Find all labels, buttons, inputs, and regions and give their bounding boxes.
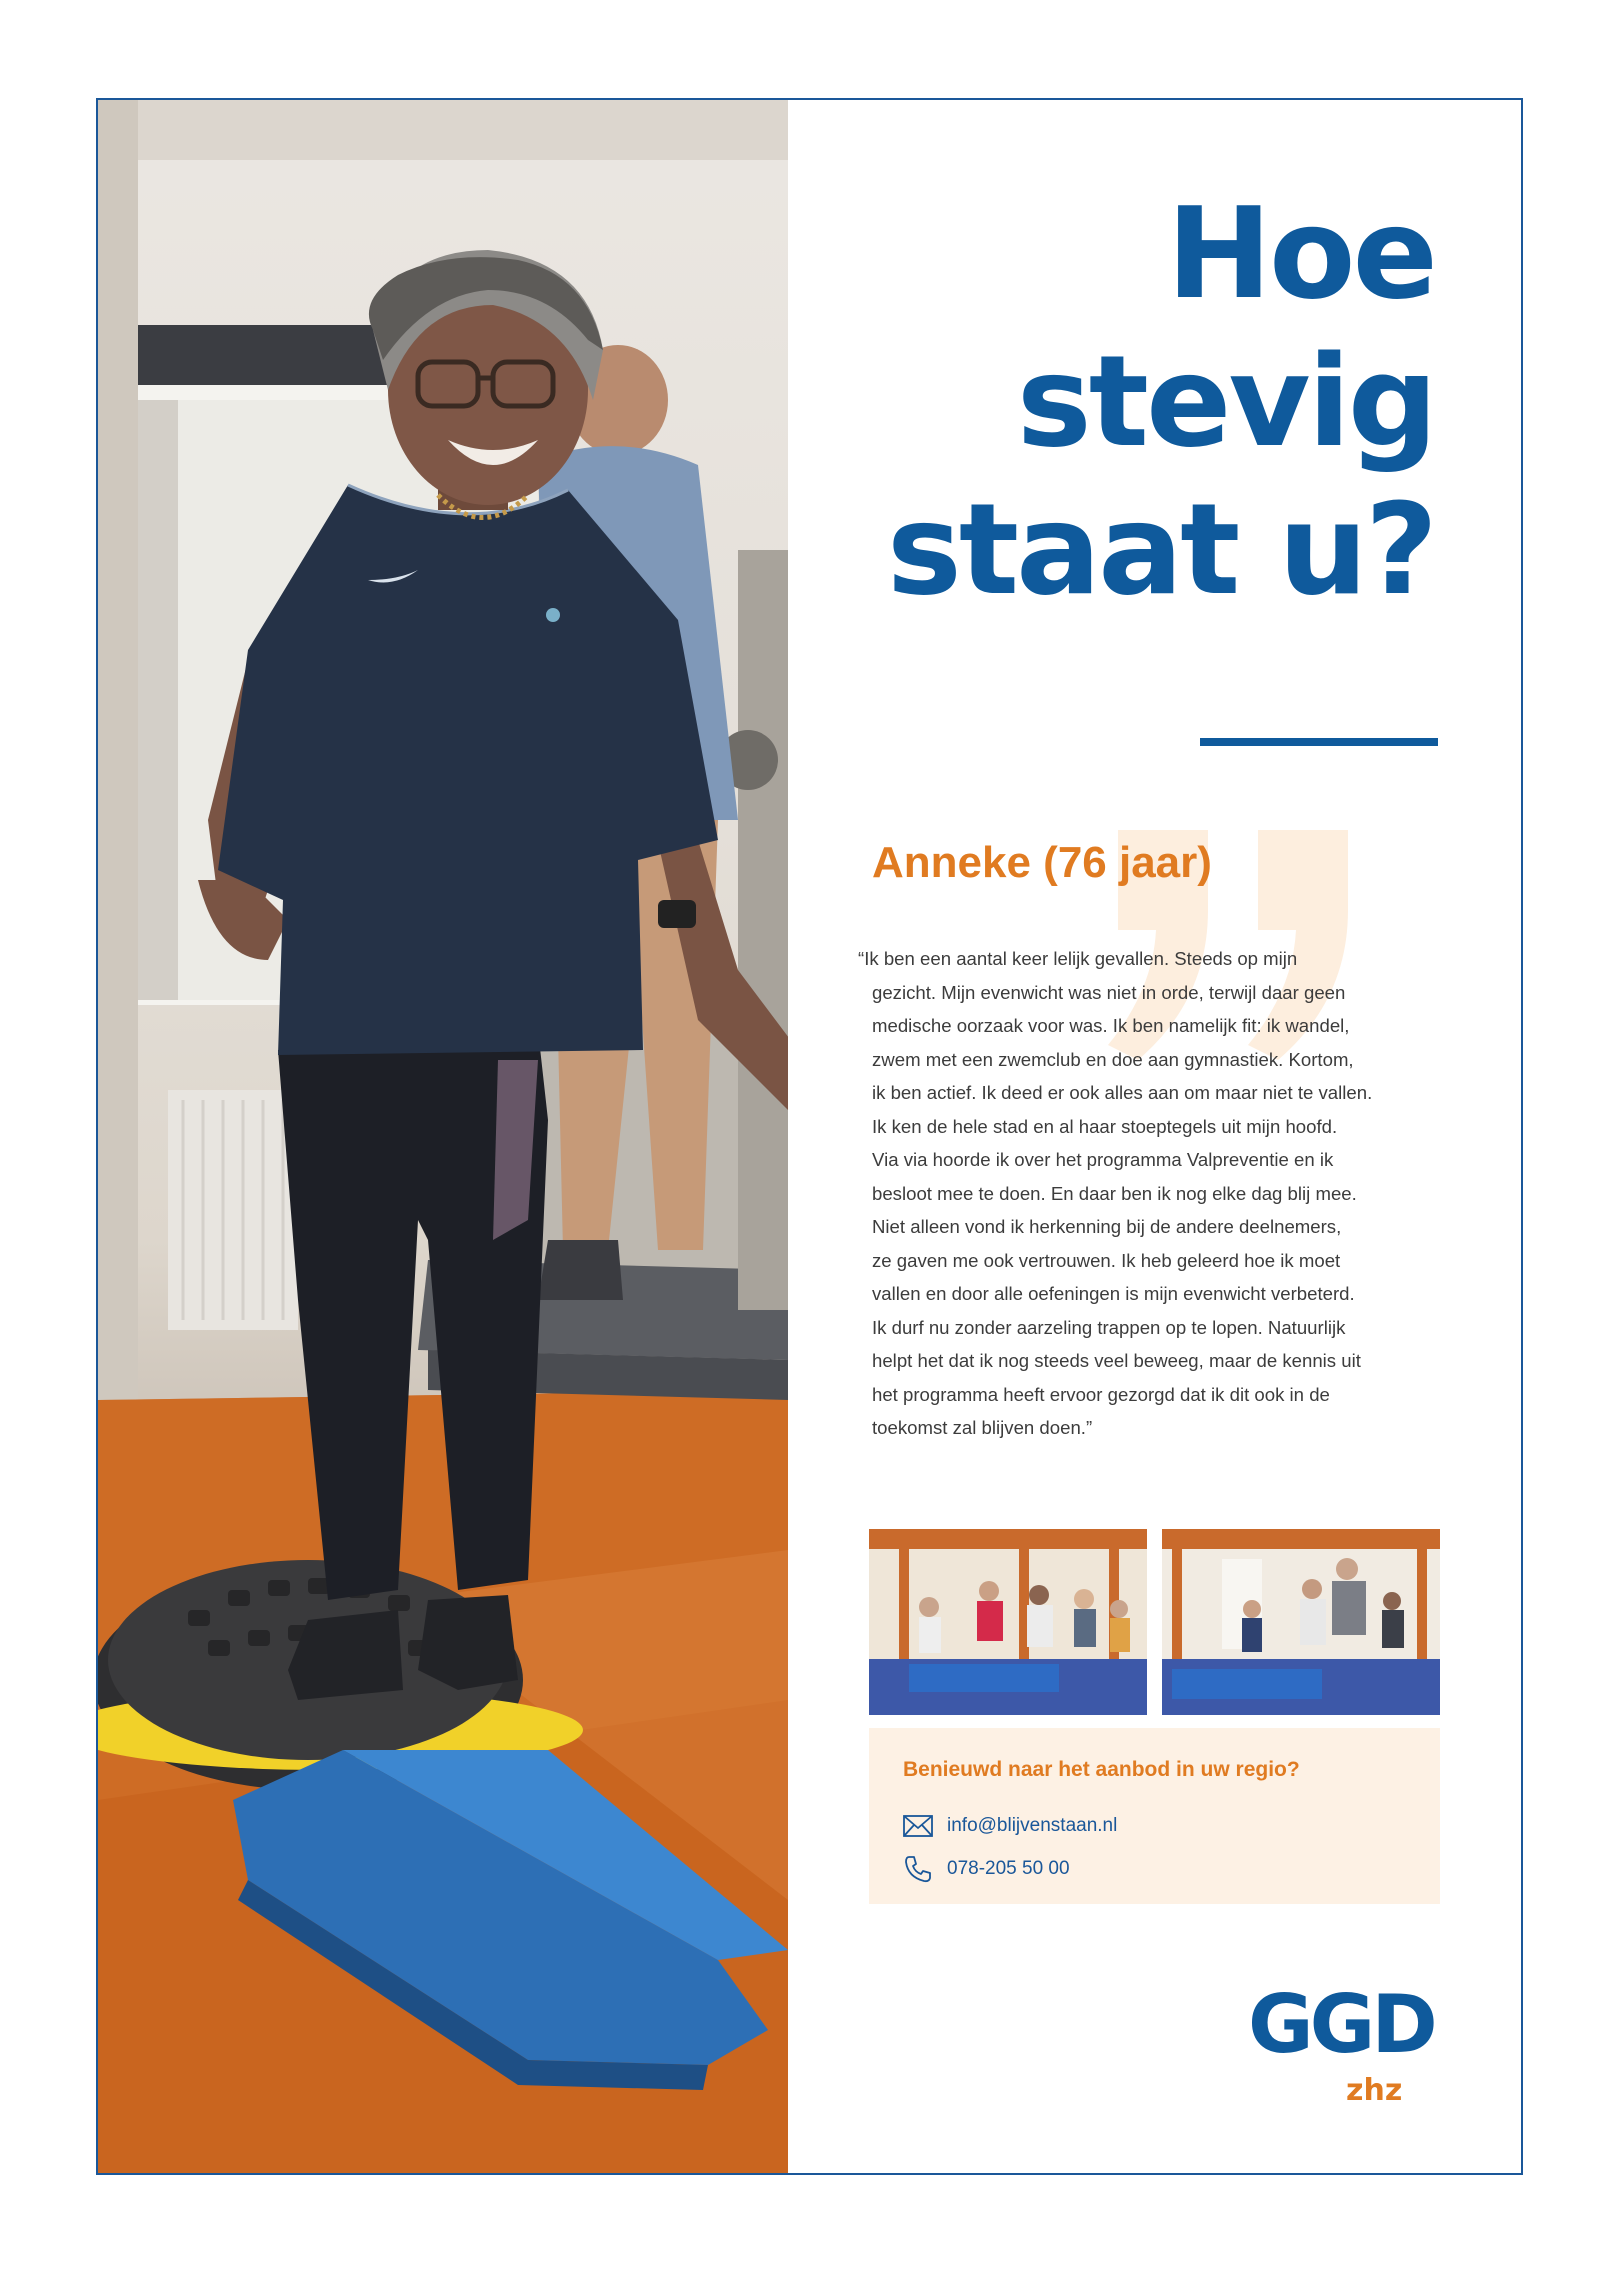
quote-line: helpt het dat ik nog steeds veel beweeg, maar de kennis uit [872,1350,1361,1371]
contact-box [869,1728,1440,1904]
quote-line: Ik ken de hele stad en al haar stoeptegels uit mijn hoofd. [872,1115,1338,1137]
quote-line: ik ben actief. Ik deed er ook alles aan om maar niet te vallen. [872,1082,1373,1103]
headline-line-2: stevig [1016,328,1435,475]
hero-photo [98,100,788,2173]
quote-line: het programma heeft ervoor gezorgd dat ik dit ook in de [872,1383,1330,1405]
testimonial-quote [858,942,1418,1445]
quote-line: vallen en door alle oefeningen is mijn evenwicht verbeterd. [872,1283,1355,1304]
headline-line-3: staat u? [886,476,1435,623]
quote-line: Niet alleen vond ik herkenning bij de andere deelnemers, [872,1216,1342,1237]
quote-line: zwem met een zwemclub en doe aan gymnastiek. Kortom, [872,1048,1354,1070]
contact-title: Benieuwd naar het aanbod in uw regio? [903,1758,1300,1781]
quote-line: “Ik ben een aantal keer lelijk gevallen. Steeds op mijn [858,948,1298,969]
ggd-zhz-logo [1248,1980,1448,2110]
email-row[interactable] [903,1810,1117,1842]
email-link[interactable]: info@blijvenstaan.nl [947,1815,1118,1836]
headline [887,180,1435,624]
quote-line: toekomst zal blijven doen.” [872,1417,1093,1438]
quote-line: ze gaven me ook vertrouwen. Ik heb geleerd hoe ik moet [872,1249,1341,1271]
headline-line-1: Hoe [1166,180,1435,327]
quote-line: Ik durf nu zonder aarzeling trappen op te lopen. Natuurlijk [872,1316,1346,1338]
envelope-icon [903,1811,933,1841]
class-photo-2 [1162,1529,1440,1715]
person-name: Anneke (76 jaar) [872,838,1212,887]
poster-frame [96,98,1523,2175]
phone-icon [903,1854,933,1884]
logo-main-text: GGD [1248,1980,1434,2071]
class-photo-1 [869,1529,1147,1715]
logo-sub-text: zhz [1346,2073,1403,2108]
quote-line: besloot mee te doen. En daar ben ik nog elke dag blij mee. [872,1182,1357,1204]
quote-line: Via via hoorde ik over het programma Valpreventie en ik [872,1149,1334,1170]
phone-number[interactable]: 078-205 50 00 [947,1858,1070,1879]
quote-line: medische oorzaak voor was. Ik ben namelijk fit: ik wandel, [872,1015,1350,1036]
quote-line: gezicht. Mijn evenwicht was niet in orde, terwijl daar geen [872,981,1346,1003]
phone-row[interactable] [903,1853,1070,1885]
headline-underline [1200,738,1438,746]
